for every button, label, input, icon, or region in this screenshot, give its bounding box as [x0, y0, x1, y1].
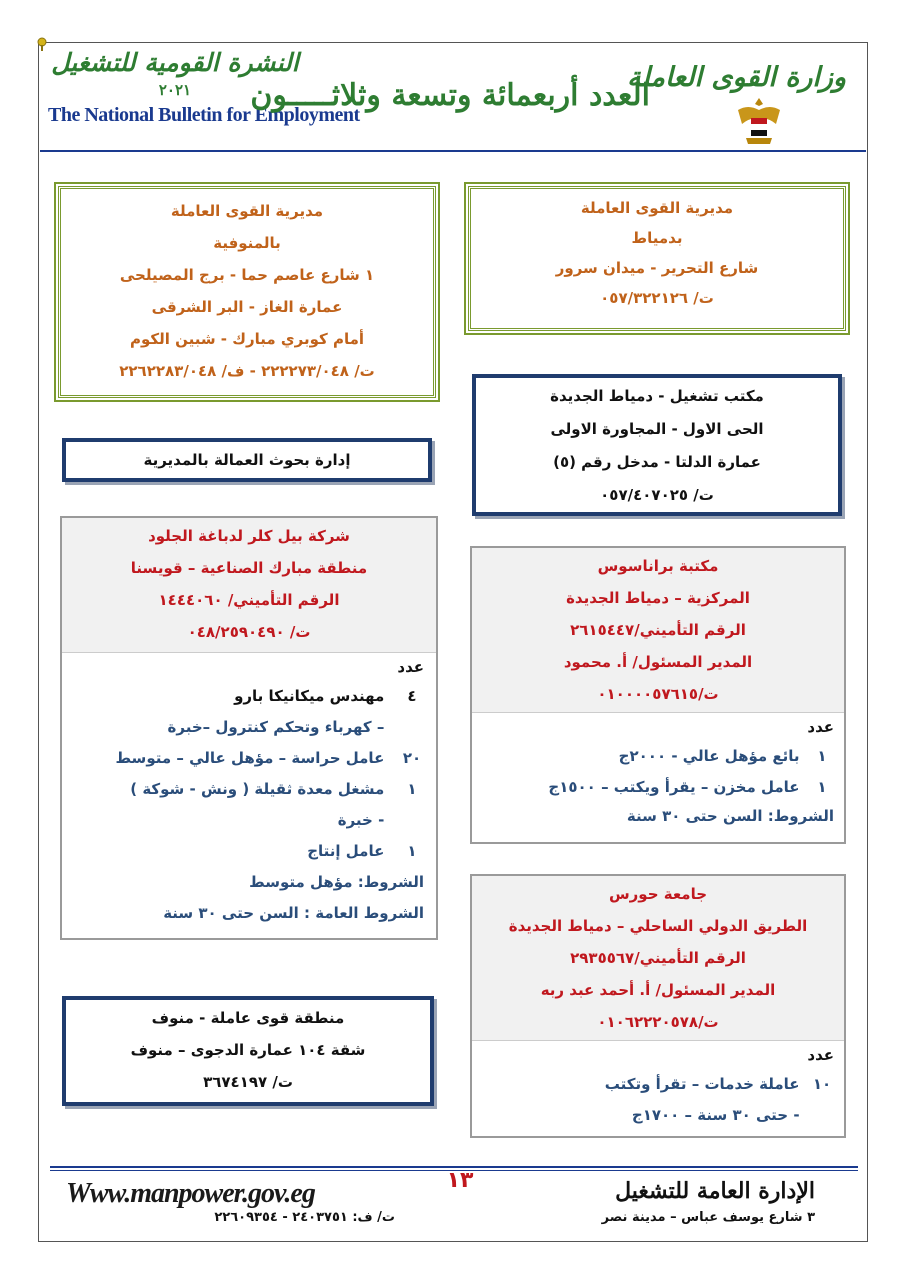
job-count: ١ [817, 747, 827, 765]
menouf-phone: ت/ ٣٦٧٤١٩٧ [203, 1073, 293, 1091]
menofia-directorate-box [58, 186, 436, 398]
pranasos-count-header: عدد [807, 718, 834, 736]
pranasos-job-row [482, 741, 834, 772]
pranasos-manager: المدير المسئول/ أ. محمود [563, 653, 753, 671]
bel-kler-job-row [74, 805, 424, 836]
bulletin-arabic-title: النشرة القومية للتشغيل [51, 48, 299, 77]
job-count: ١ [407, 842, 417, 860]
research-dept-box [62, 438, 432, 482]
bel-kler-job-row [74, 712, 424, 743]
bel-kler-count-header: عدد [397, 658, 424, 676]
dumyat-line-3: شارع التحرير - ميدان سرور [555, 259, 759, 277]
new-dumyat-office-box [472, 374, 842, 516]
dumyat-directorate-box [468, 186, 846, 331]
department-phones: ت/ ف: ٢٤٠٣٧٥١ - ٢٢٦٠٩٣٥٤ [214, 1210, 395, 1225]
research-dept-label: إدارة بحوث العمالة بالمديرية [143, 451, 351, 469]
issue-title: العدد أربعمائة وتسعة وثلاثـــــون [250, 78, 650, 113]
bulletin-year: ٢٠٢١ [158, 81, 192, 99]
horus-location: الطريق الدولي الساحلي – دمياط الجديدة [508, 917, 808, 935]
bel-kler-insurance: الرقم التأميني/ ١٤٤٤٠٦٠ [158, 591, 340, 609]
bel-kler-location: منطقة مبارك الصناعية – قويسنا [130, 559, 368, 577]
bulletin-english-title: The National Bulletin for Employment [48, 104, 360, 126]
office-line-1: مكتب تشغيل - دمياط الجديدة [550, 387, 764, 405]
bel-kler-conditions: الشروط: مؤهل متوسط [249, 873, 424, 891]
horus-job-row [482, 1069, 834, 1100]
ministry-name: وزارة القوى العاملة [627, 62, 846, 93]
horus-company: جامعة حورس [608, 885, 708, 903]
horus-header [472, 876, 844, 1041]
pranasos-location: المركزية – دمياط الجديدة [566, 589, 750, 607]
office-line-2: الحى الاول - المجاورة الاولى [550, 420, 764, 438]
horus-manager: المدير المسئول/ أ. أحمد عبد ربه [540, 981, 776, 999]
job-title: عاملة خدمات – تقرأ وتكتب [604, 1075, 800, 1093]
department-name: الإدارة العامة للتشغيل [615, 1178, 815, 1204]
bel-kler-box [60, 516, 438, 940]
bel-kler-job-row [74, 836, 424, 867]
job-title: مشغل معدة ثقيلة ( ونش - شوكة ) [130, 780, 385, 798]
job-count: ١ [407, 780, 417, 798]
horus-count-header: عدد [807, 1046, 834, 1064]
pranasos-job-row [482, 772, 834, 803]
website-link[interactable]: Www.manpower.gov.eg [66, 1178, 315, 1209]
job-title: - خبرة [337, 811, 385, 829]
horus-phone: ت/٠١٠٦٢٢٢٠٥٧٨ [597, 1013, 719, 1031]
horus-box [470, 874, 846, 1138]
menofia-line-1: مديرية القوى العاملة [170, 202, 324, 220]
menouf-zone-box [62, 996, 434, 1106]
menofia-line-4: عمارة الغاز - البر الشرقى [151, 298, 343, 316]
dumyat-phone: ت/ ٠٥٧/٣٢٢١٢٦ [600, 289, 714, 307]
menofia-phone: ت/ ٢٢٢٢٧٣/٠٤٨ - ف/ ٢٢٦٢٢٨٣/٠٤٨ [119, 362, 375, 380]
job-title: بائع مؤهل عالي - ٢٠٠٠ج [618, 747, 800, 765]
pranasos-insurance: الرقم التأميني/٢٦١٥٤٤٧ [570, 621, 746, 639]
job-title: عامل حراسة – مؤهل عالي – متوسط [115, 749, 385, 767]
horus-insurance: الرقم التأميني/٢٩٣٥٥٦٧ [570, 949, 746, 967]
menouf-line-2: شقة ١٠٤ عمارة الدجوى – منوف [130, 1041, 366, 1059]
job-title: مهندس ميكانيكا بارو [234, 687, 385, 705]
menofia-line-5: أمام كوبري مبارك - شبين الكوم [129, 330, 365, 348]
bel-kler-header [62, 518, 436, 653]
menofia-line-3: ١ شارع عاصم حما - برج المصيلحى [119, 266, 375, 284]
pranasos-conditions: الشروط: السن حتى ٣٠ سنة [626, 807, 834, 825]
pranasos-header [472, 548, 844, 713]
dumyat-line-1: مديرية القوى العاملة [580, 199, 734, 217]
menofia-line-2: بالمنوفية [213, 234, 281, 252]
pin-icon [36, 36, 48, 50]
job-title: عامل مخزن – يقرأ ويكتب – ١٥٠٠ج [548, 778, 800, 796]
bel-kler-job-row [74, 743, 424, 774]
job-title: - حتى ٣٠ سنة – ١٧٠٠ج [631, 1106, 800, 1124]
pranasos-box [470, 546, 846, 844]
job-title: – كهرباء وتحكم كنترول –خبرة [167, 718, 385, 736]
pranasos-phone: ت/٠١٠٠٠٠٥٧٦١٥ [597, 685, 719, 703]
bel-kler-phone: ت/ ٠٤٨/٢٥٩٠٤٩٠ [187, 623, 311, 641]
horus-job-row [482, 1100, 834, 1131]
job-title: عامل إنتاج [307, 842, 385, 860]
job-count: ١٠ [812, 1075, 832, 1093]
page-number: ١٣ [446, 1168, 474, 1193]
bel-kler-job-row [74, 681, 424, 712]
office-line-3: عمارة الدلتا - مدخل رقم (٥) [553, 453, 761, 471]
job-count: ٤ [407, 687, 417, 705]
office-phone: ت/ ٠٥٧/٤٠٧٠٢٥ [600, 486, 714, 504]
bel-kler-general-conditions: الشروط العامة : السن حتى ٣٠ سنة [163, 904, 424, 922]
department-address: ٣ شارع يوسف عباس – مدينة نصر [601, 1210, 815, 1225]
header-rule [40, 150, 866, 152]
bel-kler-job-row [74, 774, 424, 805]
menouf-line-1: منطقة قوى عاملة - منوف [151, 1009, 345, 1027]
job-count: ١ [817, 778, 827, 796]
job-count: ٢٠ [402, 749, 422, 767]
bel-kler-company: شركة بيل كلر لدباغة الجلود [148, 527, 350, 545]
eagle-emblem-icon [736, 94, 782, 148]
pranasos-company: مكتبة براناسوس [597, 557, 719, 575]
dumyat-line-2: بدمياط [631, 229, 683, 247]
